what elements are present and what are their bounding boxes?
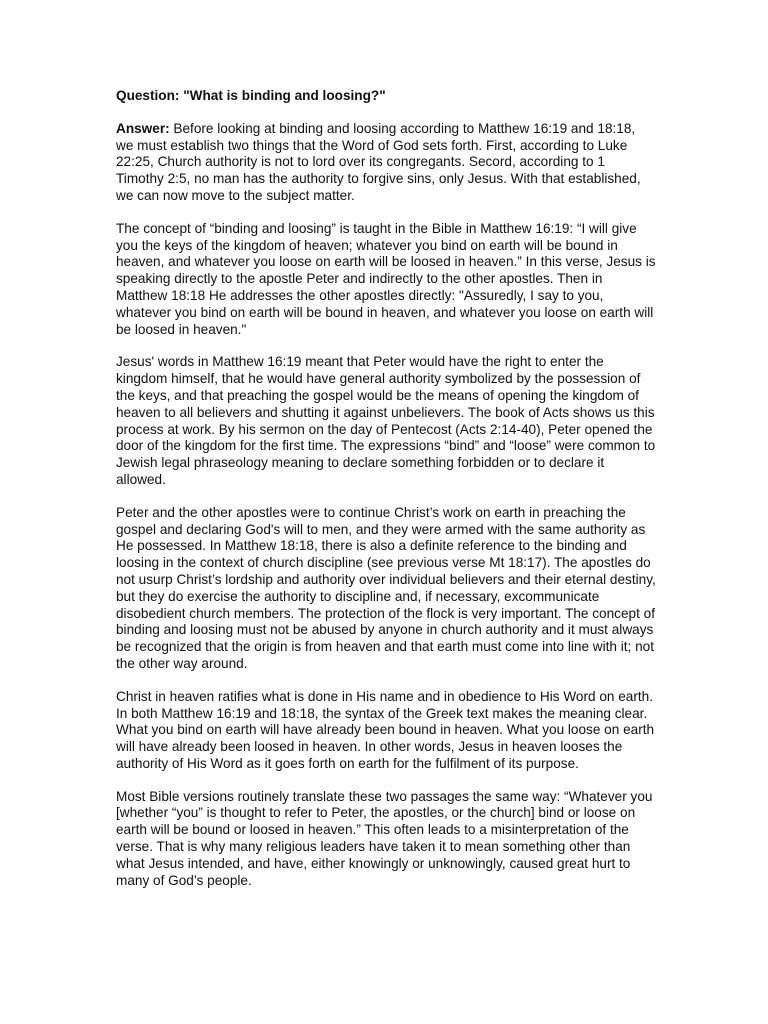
paragraph-christ-ratifies: Christ in heaven ratifies what is done in His name and in obedience to His Word on earth. In both Matthew 16:19 and 18:18, the syntax of the Greek text makes the meaning clear. What you bind on earth will have already been bound in heaven. What you loose on earth will have already been loosed in heaven. In other words, Jesus in heaven looses the authority of His Word as it goes forth on earth for the fulfilment of its purpose. [116, 688, 655, 771]
document-body [116, 88, 656, 905]
question-heading: Question: "What is binding and loosing?" [116, 88, 386, 103]
paragraph-bible-versions: Most Bible versions routinely translate these two passages the same way: “Whatever you [whether “you” is thought to refer to Peter, the apostles, or the church] bind or loose on earth will be bound or loosed in heaven.” This often leads to a misinterpretation of the verse. That is why many religious leaders have taken it to mean something other than what Jesus intended, and have, either knowingly or unknowingly, caused great hurt to many of God’s people. [116, 788, 653, 888]
answer-label: Answer: [116, 120, 170, 136]
paragraph-apostles-authority: Peter and the other apostles were to continue Christ’s work on earth in preaching the gospel and declaring God's will to men, and they were armed with the same authority as He possessed. In Matthew 18:18, there is also a definite reference to the binding and loosing in the context of church discipline (see previous verse Mt 18:17). The apostles do not usurp Christ’s lordship and authority over individual believers and their eternal destiny, but they do exercise the authority to discipline and, if necessary, excommunicate disobedient church members. The protection of the flock is very important. The concept of binding and loosing must not be abused by anyone in church authority and it must always be recognized that the origin is from heaven and that earth must come into line with it; not the other way around. [116, 504, 656, 671]
answer-paragraph [116, 121, 656, 205]
paragraph-binding-concept: The concept of “binding and loosing” is taught in the Bible in Matthew 16:19: “I will give you the keys of the kingdom of heaven; whatever you bind on earth will be bound in heaven, and whatever you loose on earth will be loosed in heaven.” In this verse, Jesus is speaking directly to the apostle Peter and indirectly to the other apostles. Then in Matthew 18:18 He addresses the other apostles directly: "Assuredly, I say to you, whatever you bind on earth will be bound in heaven, and whatever you loose on earth will be loosed in heaven." [116, 220, 656, 337]
answer-text: Before looking at binding and loosing according to Matthew 16:19 and 18:18, we must establish two things that the Word of God sets forth. First, according to Luke 22:25, Church authority is not to lord over its congregants. Secord, according to 1 Timothy 2:5, no man has the authority to forgive sins, only Jesus. With that established, we can now move to the subject matter. [116, 120, 641, 203]
paragraph-peter-keys: Jesus' words in Matthew 16:19 meant that Peter would have the right to enter the kingdom himself, that he would have general authority symbolized by the possession of the keys, and that preaching the gospel would be the means of opening the kingdom of heaven to all believers and shutting it against unbelievers. The book of Acts shows us this process at work. By his sermon on the day of Pentecost (Acts 2:14-40), Peter opened the door of the kingdom for the first time. The expressions “bind” and “loose” were common to Jewish legal phraseology meaning to declare something forbidden or to declare it allowed. [116, 354, 656, 487]
